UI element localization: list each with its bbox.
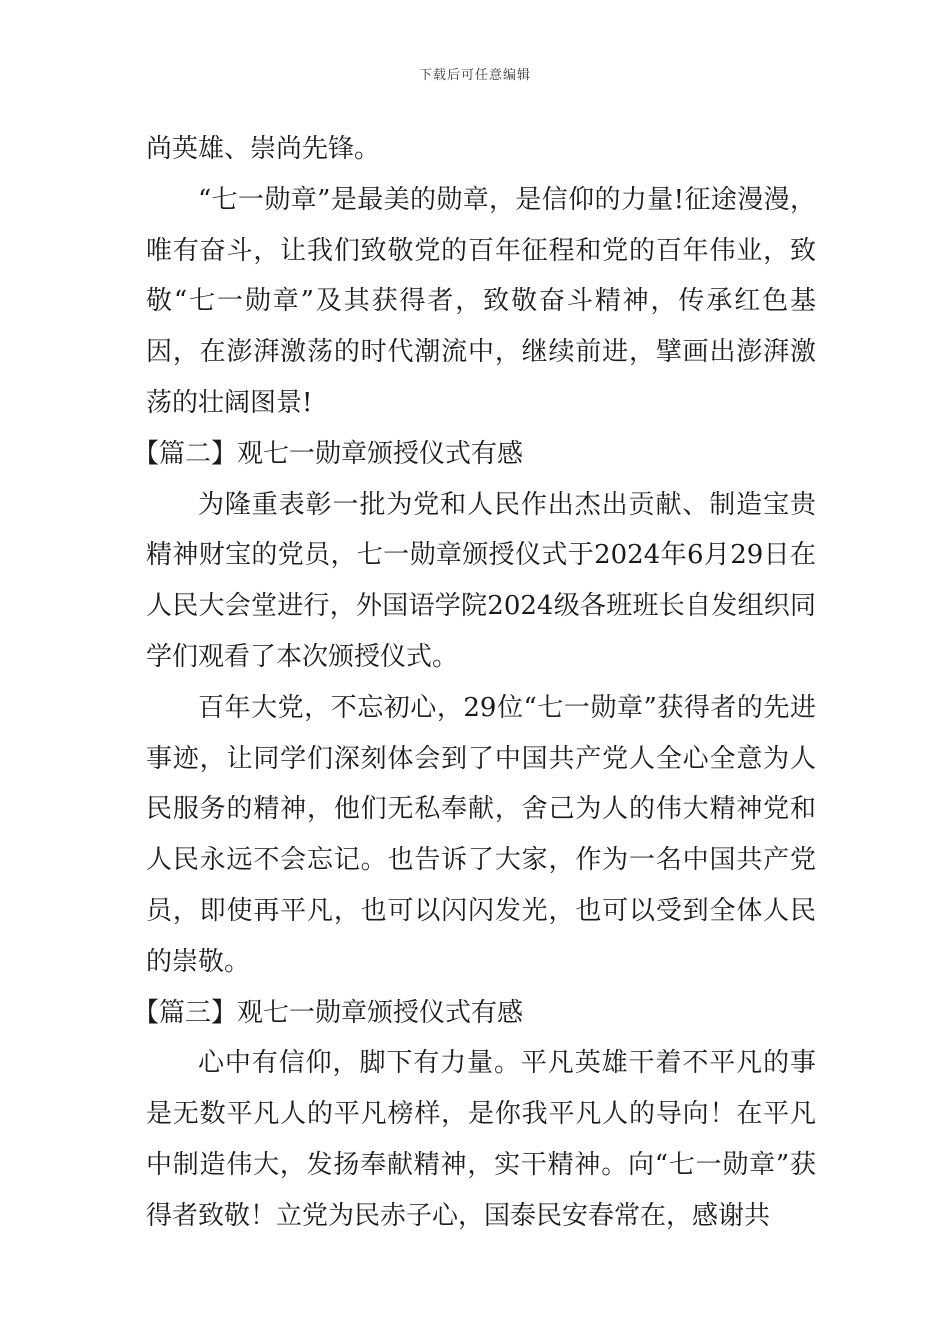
paragraph-century-party: 百年大党，不忘初心，29位“七一勋章”获得者的先进事迹，让同学们深刻体会到了中国共产党人全心全意为人民服务的精神，他们无私奉献，舍己为人的伟大精神党和人民永远不会忘记。也告诉了大家，作为一名中国共产党员，即使再平凡，也可以闪闪发光，也可以受到全体人民的崇敬。 — [146, 692, 816, 977]
paragraph-continuation: 尚英雄、崇尚先锋。 — [146, 134, 381, 164]
document-body — [133, 124, 816, 1242]
section-heading-part-two: 【篇二】观七一勋章颁授仪式有感 — [133, 438, 524, 469]
paragraph-medal-tribute: “七一勋章”是最美的勋章，是信仰的力量!征途漫漫，唯有奋斗，让我们致敬党的百年征程和党的百年伟业，致敬“七一勋章”及其获得者，致敬奋斗精神，传承红色基因，在澎湃激荡的时代潮流中，继续前进，擘画出澎湃激荡的壮阔图景! — [146, 184, 816, 418]
page-header: 下载后可任意编辑 — [418, 68, 531, 83]
section-heading-part-three: 【篇三】观七一勋章颁授仪式有感 — [133, 997, 524, 1028]
paragraph-ceremony: 为隆重表彰一批为党和人民作出杰出贡献、制造宝贵精神财宝的党员，七一勋章颁授仪式于2024年6月29日在人民大会堂进行，外国语学院2024级各班班长自发组织同学们观看了本次颁授仪式。 — [146, 489, 816, 672]
paragraph-faith: 心中有信仰，脚下有力量。平凡英雄干着不平凡的事是无数平凡人的平凡榜样，是你我平凡人的导向！在平凡中制造伟大，发扬奉献精神，实干精神。向“七一勋章”获得者致敬！立党为民赤子心，国泰民安春常在，感谢共 — [146, 1048, 816, 1231]
